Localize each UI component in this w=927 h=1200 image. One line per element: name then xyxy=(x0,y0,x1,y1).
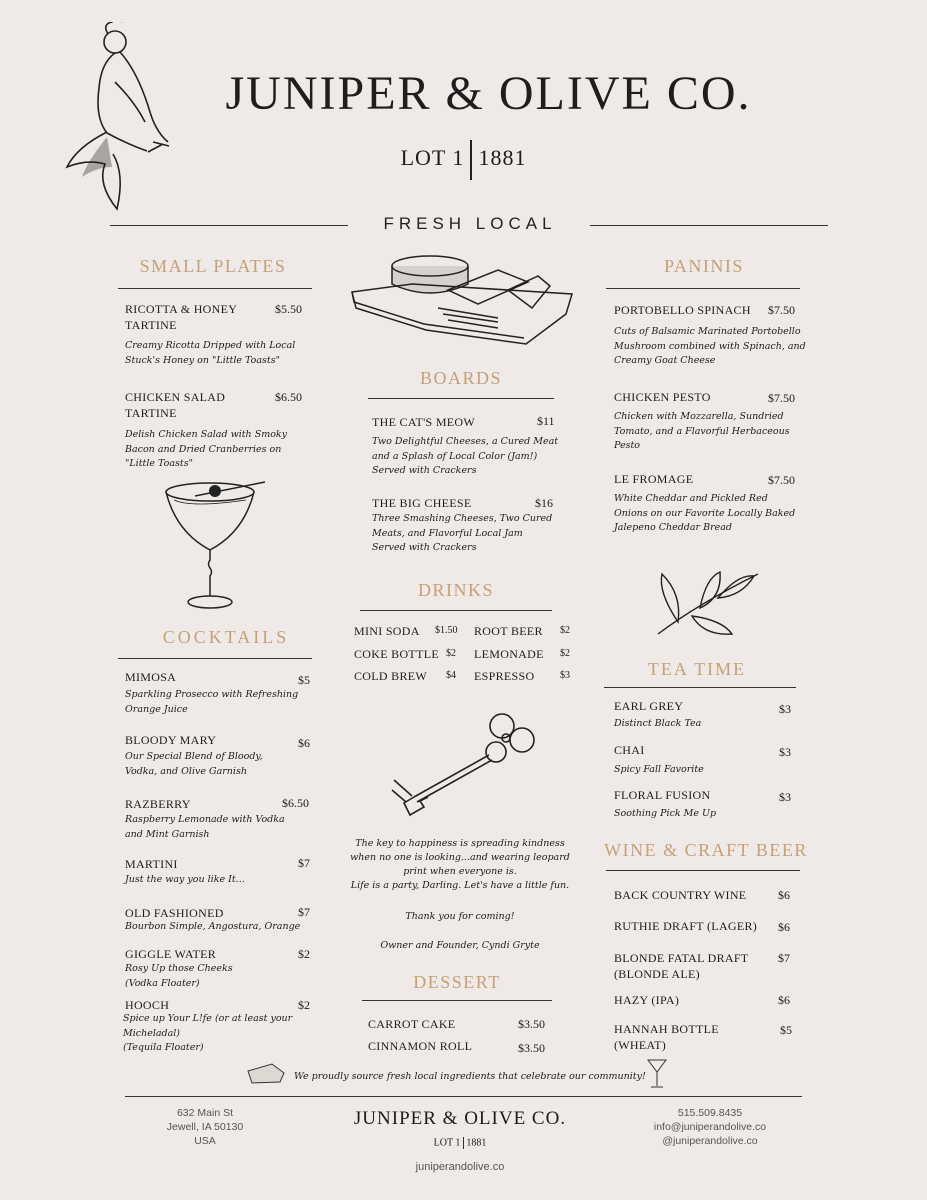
footer-address: 632 Main St Jewell, IA 50130 USA xyxy=(166,1107,244,1147)
menu-item-price: $5.50 xyxy=(275,302,302,316)
drink-name: COKE BOTTLE xyxy=(354,647,439,661)
lot-label: LOT 1 xyxy=(400,145,465,171)
small-plates-title: SMALL PLATES xyxy=(139,256,287,276)
menu-item-name: HANNAH BOTTLE (WHEAT) xyxy=(614,1022,719,1052)
drink-price: $2 xyxy=(446,648,456,659)
footer-lot: LOT 1 1881 xyxy=(433,1137,487,1149)
menu-item-desc: White Cheddar and Pickled Red Onions on our Favorite Locally Baked Jalepeno Cheddar Bread xyxy=(614,493,796,533)
lot-year: 1881 xyxy=(478,145,527,171)
menu-item-name: BLONDE FATAL DRAFT (BLONDE ALE) xyxy=(614,951,749,981)
thank-you-text: Thank you for coming! xyxy=(405,911,515,922)
menu-item-desc: Our Special Blend of Bloody, Vodka, and Olive Garnish xyxy=(125,751,263,777)
menu-item-name: HAZY (IPA) xyxy=(614,993,680,1007)
menu-item-desc: Spicy Fall Favorite xyxy=(614,764,704,775)
menu-item-price: $16 xyxy=(535,496,553,510)
menu-item-name: CHICKEN SALAD TARTINE xyxy=(125,390,226,420)
menu-item-price: $7 xyxy=(778,951,790,965)
menu-item-name: FLORAL FUSION xyxy=(614,788,711,802)
website-link[interactable]: juniperandolive.co xyxy=(415,1161,505,1173)
paninis-title: PANINIS xyxy=(664,256,744,276)
menu-item-price: $3 xyxy=(779,745,791,759)
footer-rule xyxy=(125,1096,802,1097)
menu-item-name: RAZBERRY xyxy=(125,797,191,811)
menu-item-price: $7.50 xyxy=(768,303,795,317)
menu-item-price: $7 xyxy=(298,856,310,870)
drink-price: $1.50 xyxy=(435,625,458,636)
restaurant-title: JUNIPER & OLIVE CO. xyxy=(225,67,752,120)
menu-item-price: $6.50 xyxy=(275,390,302,404)
drink-price: $3 xyxy=(560,670,570,681)
boards-title: BOARDS xyxy=(419,368,503,388)
wine-beer-rule xyxy=(606,870,800,871)
menu-item-price: $11 xyxy=(537,414,555,428)
drink-name: ROOT BEER xyxy=(474,624,543,638)
menu-item-name: THE BIG CHEESE xyxy=(372,496,472,510)
menu-item-price: $6 xyxy=(298,736,310,750)
phone-number[interactable]: 515.509.8435 xyxy=(677,1107,743,1119)
menu-item-name: EARL GREY xyxy=(614,699,684,713)
footer-brand: JUNIPER & OLIVE CO. xyxy=(353,1108,567,1129)
menu-item-desc: Rosy Up those Cheeks (Vodka Floater) xyxy=(125,963,233,989)
menu-item-name: GIGGLE WATER xyxy=(125,947,217,961)
menu-item-desc: Just the way you like It... xyxy=(125,874,245,885)
boards-rule xyxy=(368,398,554,399)
menu-item-name: MIMOSA xyxy=(125,670,177,684)
menu-item-name: HOOCH xyxy=(125,998,170,1012)
header-rule-right xyxy=(590,225,828,226)
menu-item-price: $3.50 xyxy=(518,1041,545,1055)
drinks-title: DRINKS xyxy=(417,580,494,600)
footer-contact xyxy=(630,1106,790,1148)
menu-item-name: BLOODY MARY xyxy=(125,733,217,747)
menu-item-name: MARTINI xyxy=(125,857,178,871)
menu-item-name: CARROT CAKE xyxy=(368,1017,456,1031)
menu-item-name: LE FROMAGE xyxy=(614,472,694,486)
drink-name: ESPRESSO xyxy=(474,669,535,683)
cocktail-glass-icon xyxy=(646,1056,668,1090)
menu-item-desc: Spice up Your L!fe (or at least your Micheladal) (Tequila Floater) xyxy=(123,1013,293,1053)
drink-price: $2 xyxy=(560,625,570,636)
drink-name: LEMONADE xyxy=(474,647,544,661)
cocktails-rule xyxy=(118,658,312,659)
drink-name: MINI SODA xyxy=(354,624,420,638)
menu-item-price: $3 xyxy=(779,702,791,716)
menu-item-desc: Distinct Black Tea xyxy=(614,718,702,729)
menu-item-desc: Cuts of Balsamic Marinated Portobello Mushroom combined with Spinach, and Creamy Goat Cheese xyxy=(614,326,806,366)
tea-time-title: TEA TIME xyxy=(647,659,747,679)
social-handle[interactable]: @juniperandolive.co xyxy=(662,1135,758,1147)
paninis-rule xyxy=(606,288,800,289)
drink-price: $2 xyxy=(560,648,570,659)
menu-item-price: $2 xyxy=(298,998,310,1012)
dessert-title: DESSERT xyxy=(413,972,501,992)
email-link[interactable]: info@juniperandolive.co xyxy=(653,1121,767,1133)
menu-item-desc: Chicken with Mozzarella, Sundried Tomato, and a Flavorful Herbaceous Pesto xyxy=(614,411,790,451)
menu-item-desc: Raspberry Lemonade with Vodka and Mint Garnish xyxy=(125,814,285,840)
menu-item-name: CHICKEN PESTO xyxy=(614,390,711,404)
menu-item-price: $5 xyxy=(298,673,310,687)
menu-item-name: CHAI xyxy=(614,743,645,757)
menu-item-name: BACK COUNTRY WINE xyxy=(614,888,747,902)
header-rule-left xyxy=(110,225,348,226)
source-note: We proudly source fresh local ingredients that celebrate our community! xyxy=(294,1071,646,1082)
menu-item-desc: Two Delightful Cheeses, a Cured Meat and a Splash of Local Color (Jam!) Served with Crackers xyxy=(372,436,559,476)
menu-item-price: $2 xyxy=(298,947,310,961)
tagline: FRESH LOCAL xyxy=(383,214,557,233)
dessert-rule xyxy=(362,1000,552,1001)
menu-item-desc: Three Smashing Cheeses, Two Cured Meats, and Flavorful Local Jam Served with Crackers xyxy=(372,513,553,553)
owner-credit: Owner and Founder, Cyndi Gryte xyxy=(380,940,540,951)
menu-item-price: $7 xyxy=(298,905,310,919)
menu-item-price: $3 xyxy=(779,790,791,804)
wine-beer-title: WINE & CRAFT BEER xyxy=(604,840,808,860)
menu-item-desc: Bourbon Simple, Angostura, Orange xyxy=(125,921,301,932)
cocktails-title: COCKTAILS xyxy=(162,627,290,647)
drink-name: COLD BREW xyxy=(354,669,428,683)
lot-subtitle xyxy=(0,140,927,180)
menu-item-price: $3.50 xyxy=(518,1017,545,1031)
quote-block: The key to happiness is spreading kindness when no one is looking...and wearing leopard print when everyone is. Life is a party, Darling. Let's have a little fun. xyxy=(350,838,570,891)
menu-item-desc: Creamy Ricotta Dripped with Local Stuck's Honey on "Little Toasts" xyxy=(125,340,296,366)
small-plates-rule xyxy=(118,288,312,289)
martini-illustration xyxy=(160,478,270,613)
menu-item-name: OLD FASHIONED xyxy=(125,906,224,920)
cheese-icon xyxy=(245,1061,287,1085)
menu-item-name: RICOTTA & HONEY TARTINE xyxy=(125,302,238,332)
menu-item-name: PORTOBELLO SPINACH xyxy=(614,303,751,317)
menu-item-name: CINNAMON ROLL xyxy=(368,1039,473,1053)
menu-item-price: $7.50 xyxy=(768,391,795,405)
drink-price: $4 xyxy=(446,670,456,681)
menu-item-price: $6 xyxy=(778,993,790,1007)
tea-leaf-illustration xyxy=(648,568,763,640)
menu-item-price: $6.50 xyxy=(282,796,309,810)
menu-item-name: RUTHIE DRAFT (LAGER) xyxy=(614,919,758,933)
menu-item-price: $7.50 xyxy=(768,473,795,487)
menu-item-price: $5 xyxy=(780,1023,792,1037)
cheese-board-illustration xyxy=(348,250,578,352)
lot-divider xyxy=(470,140,472,180)
drinks-rule xyxy=(360,610,552,611)
menu-item-desc: Delish Chicken Salad with Smoky Bacon and Dried Cranberries on "Little Toasts" xyxy=(125,429,288,469)
menu-item-desc: Sparkling Prosecco with Refreshing Orange Juice xyxy=(125,689,299,715)
key-illustration xyxy=(384,700,544,825)
menu-item-price: $6 xyxy=(778,888,790,902)
menu-item-price: $6 xyxy=(778,920,790,934)
menu-item-desc: Soothing Pick Me Up xyxy=(614,808,717,819)
menu-item-name: THE CAT'S MEOW xyxy=(372,415,476,429)
tea-time-rule xyxy=(604,687,796,688)
